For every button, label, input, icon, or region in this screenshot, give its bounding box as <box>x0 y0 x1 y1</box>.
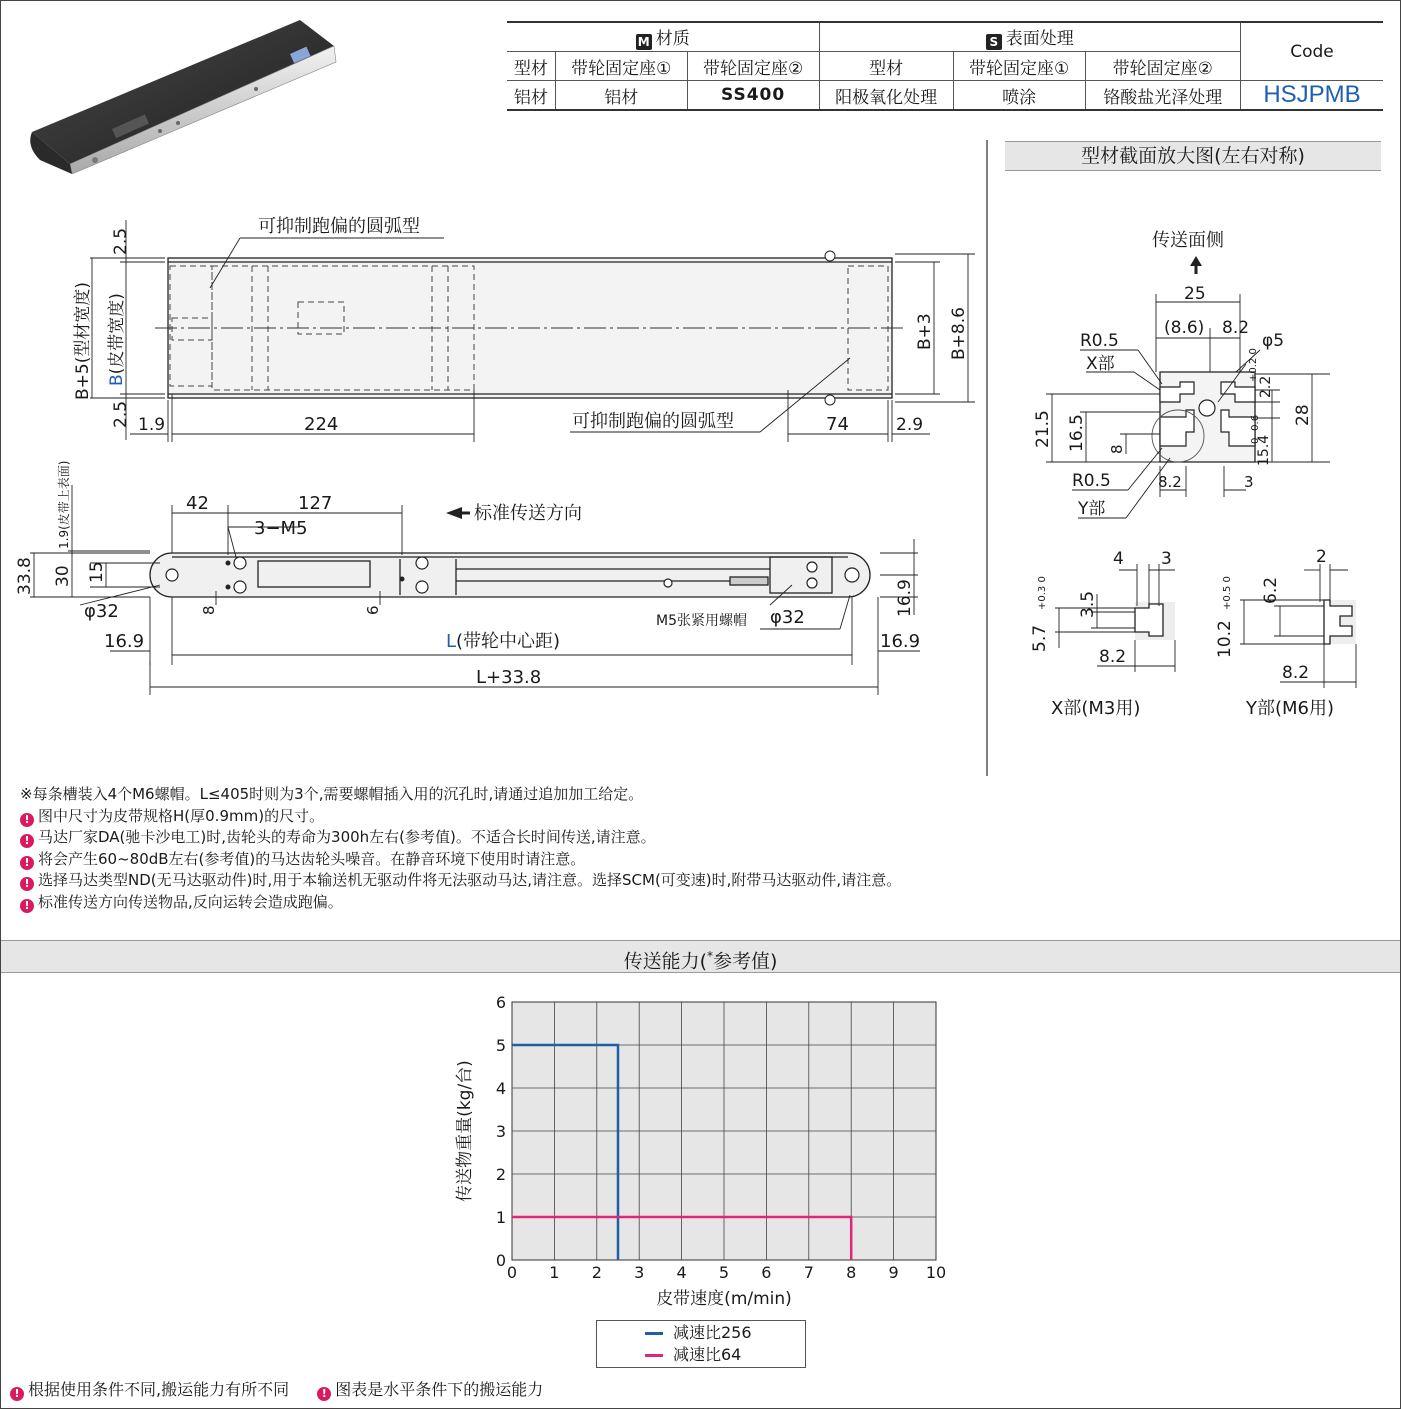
material-val-seat2: SS400 <box>687 81 819 111</box>
product-photo <box>20 14 345 174</box>
sec-dim-15-4: 15.4 <box>1256 434 1272 466</box>
dim-16-9-left: 16.9 <box>104 631 145 652</box>
surface-col-seat1: 带轮固定座① <box>953 52 1085 81</box>
y-detail-drawing <box>1200 540 1385 725</box>
dim-224: 224 <box>304 414 339 435</box>
sec-dim-phi5: φ5 <box>1262 331 1285 351</box>
x-dim-5-7: 5.7 <box>1030 624 1050 652</box>
x-tol-5-7: +0.3 0 <box>1037 576 1048 610</box>
dim-b3: B+3 <box>915 313 935 350</box>
legend-swatch <box>645 1332 663 1335</box>
x-dim-3: 3 <box>1161 549 1172 569</box>
warning-icon: ! <box>20 834 34 848</box>
y-tick-label: 3 <box>495 1122 506 1141</box>
y-tol-10-2: +0.5 0 <box>1222 576 1233 610</box>
x-tick-label: 6 <box>761 1263 772 1282</box>
section-view-drawing <box>1010 222 1390 522</box>
conveying-side: 传送面侧 <box>1152 230 1224 251</box>
code-header: Code <box>1241 22 1384 81</box>
dim-30: 30 <box>53 565 73 587</box>
dim-33-8: 33.8 <box>15 557 35 595</box>
sec-tol-15-4: 0 -0.6 <box>1250 414 1261 444</box>
warning-icon: ! <box>20 899 34 913</box>
bottom-notes <box>10 1377 543 1401</box>
note-item: ! 将会产生60~80dB左右(参考值)的马达齿轮头噪音。在静音环境下使用时请注意。 <box>20 849 901 871</box>
dim-b86: B+8.6 <box>949 307 969 360</box>
x-ticks <box>507 1263 946 1282</box>
dim-phi32-left: φ32 <box>84 601 119 622</box>
bottom-note-1: 根据使用条件不同,搬运能力有所不同 <box>28 1380 290 1399</box>
y-dim-2: 2 <box>1316 547 1327 567</box>
sec-tol-2-2: +0.2 0 <box>1248 348 1259 382</box>
section-separator <box>985 140 989 776</box>
y-tick-label: 2 <box>495 1165 506 1184</box>
dim-1-9-belt: 1.9(皮带上表面) <box>57 460 71 549</box>
sec-dim-16-5: 16.5 <box>1067 414 1087 452</box>
sec-x-part: X部 <box>1086 354 1115 374</box>
sec-y-part: Y部 <box>1078 499 1106 519</box>
y-dim-6-2: 6.2 <box>1261 576 1281 604</box>
y-tick-label: 0 <box>495 1251 506 1270</box>
dim-3m5: 3−M5 <box>254 518 308 539</box>
dim-l-33-8: L+33.8 <box>476 667 542 688</box>
section-title: 型材截面放大图(左右对称) <box>1005 141 1381 171</box>
material-badge: M <box>636 34 652 50</box>
sec-dim-25: 25 <box>1184 284 1206 304</box>
surface-header: S 表面处理 <box>819 22 1240 52</box>
dim-b-belt: B(皮带宽度) <box>107 293 127 386</box>
top-view-drawing <box>0 210 985 450</box>
legend-swatch <box>645 1354 663 1357</box>
material-val-profile: 铝材 <box>507 81 555 111</box>
y-tick-label: 5 <box>495 1036 506 1055</box>
dim-2-5-bottom: 2.5 <box>111 400 131 428</box>
material-col-seat1: 带轮固定座① <box>555 52 687 81</box>
note-item: ! 标准传送方向传送物品,反向运转会造成跑偏。 <box>20 892 901 914</box>
dim-16-9-right: 16.9 <box>880 631 921 652</box>
dim-l: L(带轮中心距) <box>446 631 561 652</box>
sec-r05-bottom: R0.5 <box>1072 471 1111 491</box>
x-tick-label: 10 <box>925 1263 947 1282</box>
dim-2-5-top: 2.5 <box>111 227 131 255</box>
surface-val-profile: 阳极氧化处理 <box>819 81 953 111</box>
sec-dim-8-6: (8.6) <box>1164 318 1205 338</box>
material-col-seat2: 带轮固定座② <box>687 52 819 81</box>
dim-42: 42 <box>186 493 209 514</box>
dim-127: 127 <box>298 493 333 514</box>
x-dim-4: 4 <box>1113 549 1124 569</box>
y-tick-label: 4 <box>495 1079 506 1098</box>
surface-val-seat1: 喷涂 <box>953 81 1085 111</box>
surface-badge: S <box>986 34 1002 50</box>
surface-col-seat2: 带轮固定座② <box>1085 52 1240 81</box>
sec-dim-8-2-bottom: 8.2 <box>1158 473 1182 491</box>
material-header: M 材质 <box>507 22 819 52</box>
y-ticks <box>496 993 506 1270</box>
dim-6: 6 <box>364 605 382 615</box>
sec-dim-8-2-top: 8.2 <box>1222 318 1250 338</box>
sec-dim-21-5: 21.5 <box>1033 410 1053 448</box>
warning-icon: ! <box>10 1387 24 1401</box>
x-axis-label: 皮带速度(m/min) <box>656 1289 792 1309</box>
dim-8: 8 <box>200 605 218 615</box>
tension-nut-label: M5张紧用螺帽 <box>656 613 747 629</box>
x-dim-3-5: 3.5 <box>1078 590 1098 618</box>
bottom-note-2: 图表是水平条件下的搬运能力 <box>335 1380 544 1399</box>
dim-1-9: 1.9 <box>138 415 166 435</box>
y-tick-label: 6 <box>495 993 506 1012</box>
x-tick-label: 5 <box>718 1263 730 1282</box>
dim-16-9-vertical: 16.9 <box>895 579 915 617</box>
dim-b5: B+5(型材宽度) <box>73 282 93 400</box>
dim-74: 74 <box>826 414 849 435</box>
material-val-seat1: 铝材 <box>555 81 687 111</box>
x-detail-drawing <box>1015 540 1195 725</box>
sec-dim-8: 8 <box>1108 444 1126 454</box>
y-axis-label: 传送物重量(kg/台) <box>455 1060 475 1202</box>
note-item: ! 选择马达类型ND(无马达驱动件)时,用于本输送机无驱动件将无法驱动马达,请注意。选择SCM(可变速)时,附带马达驱动件,请注意。 <box>20 870 901 892</box>
note-item: ! 图中尺寸为皮带规格H(厚0.9mm)的尺寸。 <box>20 806 901 828</box>
sec-r05-top: R0.5 <box>1080 331 1119 351</box>
warning-icon: ! <box>20 856 34 870</box>
product-code: HSJPMB <box>1241 81 1384 111</box>
warning-icon: ! <box>20 813 34 827</box>
x-tick-label: 3 <box>634 1263 645 1282</box>
x-tick-label: 1 <box>549 1263 560 1282</box>
note-item: ※每条槽装入4个M6螺帽。L≤405时则为3个,需要螺帽插入用的沉孔时,请通过追加加工给定。 <box>20 785 644 803</box>
warning-icon: ! <box>20 877 34 891</box>
warning-icon: ! <box>317 1387 331 1401</box>
notes-list <box>20 784 901 913</box>
side-view-drawing <box>0 455 985 695</box>
y-dim-8-2: 8.2 <box>1282 663 1310 683</box>
sec-dim-2-2: 2.2 <box>1258 375 1274 398</box>
x-dim-8-2: 8.2 <box>1099 647 1127 667</box>
x-tick-label: 7 <box>803 1263 814 1282</box>
direction-label: 标准传送方向 <box>474 503 582 524</box>
arc-label-bottom: 可抑制跑偏的圆弧型 <box>572 411 734 432</box>
x-detail-caption: X部(M3用) <box>1051 698 1141 719</box>
chart-legend: 减速比256 减速比64 <box>596 1320 806 1368</box>
y-dim-10-2: 10.2 <box>1215 620 1235 658</box>
surface-col-profile: 型材 <box>819 52 953 81</box>
sec-dim-28: 28 <box>1293 404 1313 426</box>
sec-dim-3: 3 <box>1244 473 1254 491</box>
x-tick-label: 9 <box>888 1263 899 1282</box>
material-col-profile: 型材 <box>507 52 555 81</box>
x-tick-label: 8 <box>846 1263 857 1282</box>
y-tick-label: 1 <box>495 1208 506 1227</box>
y-detail-caption: Y部(M6用) <box>1246 698 1335 719</box>
note-item: ! 马达厂家DA(驰卡沙电工)时,齿轮头的寿命为300h左右(参考值)。不适合长时间传送,请注意。 <box>20 827 901 849</box>
spec-table <box>507 21 1383 111</box>
x-tick-label: 0 <box>506 1263 518 1282</box>
x-tick-label: 2 <box>591 1263 602 1282</box>
capacity-chart <box>450 990 970 1320</box>
dim-phi32-right: φ32 <box>770 607 805 628</box>
capacity-title: 传送能力(*参考值) <box>1 940 1400 973</box>
dim-2-9: 2.9 <box>896 415 924 435</box>
surface-val-seat2: 铬酸盐光泽处理 <box>1085 81 1240 111</box>
x-tick-label: 4 <box>676 1263 687 1282</box>
arc-label-top: 可抑制跑偏的圆弧型 <box>258 216 420 237</box>
dim-15: 15 <box>87 561 107 583</box>
